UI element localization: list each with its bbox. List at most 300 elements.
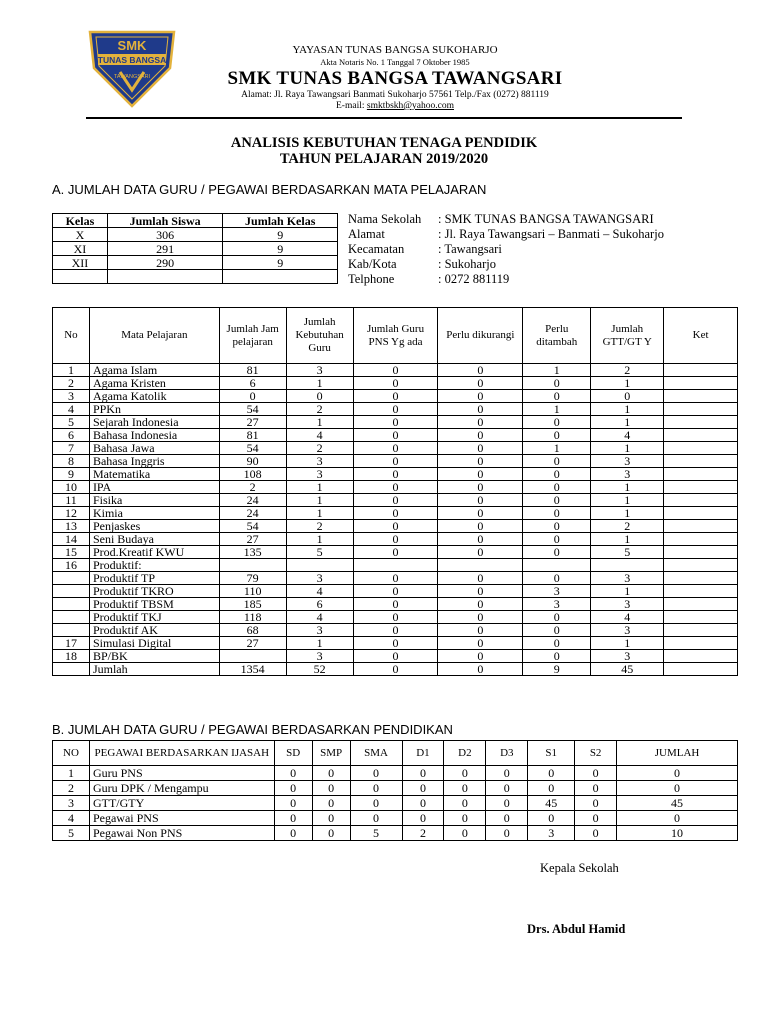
education-table-cell: 0 [444, 826, 486, 841]
subject-table-cell: 6 [286, 598, 353, 611]
subject-table-cell: 0 [438, 481, 523, 494]
subject-table-row [53, 663, 738, 676]
subject-table-cell: 1 [591, 377, 664, 390]
class-table-cell [107, 270, 223, 284]
subject-table-row [53, 611, 738, 624]
subject-table-row [53, 546, 738, 559]
subject-table-cell: 0 [438, 390, 523, 403]
subject-table-cell: IPA [89, 481, 219, 494]
subject-table-cell [664, 455, 738, 468]
subject-table-cell [53, 624, 90, 637]
subject-table-cell: 0 [353, 533, 438, 546]
subject-table-header: No [53, 308, 90, 364]
subject-teacher-table [52, 307, 738, 676]
foundation-name: YAYASAN TUNAS BANGSA SUKOHARJO [292, 44, 498, 56]
subject-table-cell: 15 [53, 546, 90, 559]
education-table-row [53, 781, 738, 796]
subject-table-cell: 1 [286, 637, 353, 650]
subject-table-cell [53, 585, 90, 598]
education-table-cell: Pegawai PNS [89, 811, 274, 826]
subject-table-cell: 0 [523, 468, 591, 481]
subject-table-cell: 5 [286, 546, 353, 559]
subject-table-cell: 1 [591, 585, 664, 598]
subject-table-cell: 16 [53, 559, 90, 572]
class-table-header: Kelas [53, 214, 108, 228]
school-info-value: : Sukoharjo [438, 257, 496, 271]
subject-table-cell: 1 [591, 442, 664, 455]
subject-table-cell: 1 [591, 637, 664, 650]
subject-table-cell: Jumlah [89, 663, 219, 676]
subject-table-cell: Produktif: [89, 559, 219, 572]
subject-table-cell: 3 [591, 572, 664, 585]
education-table-row [53, 796, 738, 811]
subject-table-cell: 0 [591, 390, 664, 403]
logo-text-top: SMK [117, 38, 147, 53]
subject-table-cell: 27 [219, 637, 286, 650]
subject-table-cell: 0 [523, 429, 591, 442]
subject-table-cell: 79 [219, 572, 286, 585]
education-table-header: S2 [575, 741, 617, 766]
subject-table-cell: 0 [438, 663, 523, 676]
subject-table-header: Perlu ditambah [523, 308, 591, 364]
subject-table-cell [664, 650, 738, 663]
education-table-cell: 0 [274, 811, 312, 826]
subject-table-cell: 12 [53, 507, 90, 520]
subject-table-cell: 9 [53, 468, 90, 481]
school-info-row [348, 257, 664, 272]
subject-table-cell: Agama Kristen [89, 377, 219, 390]
subject-table-cell: 3 [286, 624, 353, 637]
section-b-heading: B. JUMLAH DATA GURU / PEGAWAI BERDASARKAN PENDIDIKAN [52, 722, 453, 737]
school-info-label: Telphone [348, 272, 395, 286]
education-table-cell: GTT/GTY [89, 796, 274, 811]
subject-table-cell: 18 [53, 650, 90, 663]
subject-table-cell: Produktif TBSM [89, 598, 219, 611]
school-info-value: : 0272 881119 [438, 272, 510, 286]
school-email [180, 101, 610, 111]
education-table-cell: 0 [402, 781, 444, 796]
subject-table-header: Perlu dikurangi [438, 308, 523, 364]
school-info-row [348, 212, 664, 227]
education-table-cell: 0 [444, 796, 486, 811]
subject-table-cell: 0 [353, 572, 438, 585]
subject-table-cell: 0 [353, 377, 438, 390]
subject-table-row [53, 520, 738, 533]
subject-table-header: Jumlah Jam pelajaran [219, 308, 286, 364]
education-table-cell: 0 [486, 811, 528, 826]
class-table-cell: 9 [223, 256, 338, 270]
subject-table-cell: 1 [286, 377, 353, 390]
subject-table-header: Jumlah Kebutuhan Guru [286, 308, 353, 364]
document-subtitle: TAHUN PELAJARAN 2019/2020 [279, 151, 489, 167]
subject-table-cell: 0 [438, 377, 523, 390]
subject-table-cell [664, 598, 738, 611]
subject-table-row [53, 598, 738, 611]
subject-table-row [53, 533, 738, 546]
subject-table-cell: 24 [219, 494, 286, 507]
subject-table-cell [53, 663, 90, 676]
school-info-value: : Jl. Raya Tawangsari – Banmati – Sukoharjo [438, 227, 664, 241]
subject-table-cell: 0 [219, 390, 286, 403]
subject-table-cell: 3 [591, 598, 664, 611]
subject-table-row [53, 624, 738, 637]
subject-table-cell: 4 [286, 611, 353, 624]
education-table-cell: 2 [53, 781, 90, 796]
education-table-cell: 0 [350, 781, 402, 796]
class-table-row [53, 228, 338, 242]
education-table-header: S1 [528, 741, 575, 766]
education-table-cell: 0 [575, 766, 617, 781]
subject-table-cell [664, 481, 738, 494]
subject-table-cell: 6 [219, 377, 286, 390]
subject-table-cell: Produktif TKRO [89, 585, 219, 598]
subject-table-cell: Agama Islam [89, 364, 219, 377]
subject-table-cell: 1 [591, 494, 664, 507]
subject-table-cell: 3 [286, 650, 353, 663]
education-table-cell: 0 [402, 811, 444, 826]
subject-table-cell [664, 663, 738, 676]
education-table-cell: 0 [312, 811, 350, 826]
subject-table-cell [219, 559, 286, 572]
subject-table-cell: Produktif TKJ [89, 611, 219, 624]
subject-table-cell: 108 [219, 468, 286, 481]
education-table-cell: 0 [528, 766, 575, 781]
subject-table-row [53, 377, 738, 390]
class-table-cell [223, 270, 338, 284]
section-a-heading: A. JUMLAH DATA GURU / PEGAWAI BERDASARKAN MATA PELAJARAN [52, 182, 487, 197]
subject-table-cell: PPKn [89, 403, 219, 416]
document-title: ANALISIS KEBUTUHAN TENAGA PENDIDIK [230, 135, 538, 151]
subject-table-cell: 24 [219, 507, 286, 520]
subject-table-cell: 68 [219, 624, 286, 637]
education-table-cell: 0 [486, 826, 528, 841]
subject-table-row [53, 442, 738, 455]
subject-table-cell [664, 494, 738, 507]
subject-table-cell: 0 [353, 442, 438, 455]
subject-table-cell: 1 [286, 507, 353, 520]
subject-table-cell: 14 [53, 533, 90, 546]
education-table-cell: 0 [444, 811, 486, 826]
subject-table-row [53, 429, 738, 442]
education-table-cell: 45 [617, 796, 738, 811]
education-table-cell: 5 [53, 826, 90, 841]
logo-text-mid: TUNAS BANGSA [97, 55, 167, 65]
subject-table-cell: 0 [523, 624, 591, 637]
subject-table-cell: 0 [523, 533, 591, 546]
education-table-header: PEGAWAI BERDASARKAN IJASAH [89, 741, 274, 766]
subject-table-cell: 0 [438, 455, 523, 468]
education-table-cell: 1 [53, 766, 90, 781]
education-table-cell: 0 [444, 781, 486, 796]
subject-table-cell: 4 [286, 429, 353, 442]
subject-table-cell [53, 611, 90, 624]
subject-table-cell: 0 [523, 546, 591, 559]
education-table-row [53, 826, 738, 841]
subject-table-cell: 0 [438, 533, 523, 546]
subject-table-cell [664, 507, 738, 520]
education-table-cell: 0 [274, 766, 312, 781]
subject-table-cell: 0 [438, 364, 523, 377]
subject-table-cell: 2 [591, 364, 664, 377]
subject-table-cell: 3 [286, 455, 353, 468]
subject-table-cell: 0 [353, 468, 438, 481]
class-table-row [53, 270, 338, 284]
subject-table-cell: 0 [353, 416, 438, 429]
school-info-value: : Tawangsari [438, 242, 502, 256]
education-table-cell: 0 [274, 796, 312, 811]
subject-table-cell: 4 [286, 585, 353, 598]
subject-table-cell [664, 429, 738, 442]
subject-table-cell [664, 559, 738, 572]
education-table-cell: 5 [350, 826, 402, 841]
education-table-header: SMA [350, 741, 402, 766]
subject-table-cell: 6 [53, 429, 90, 442]
education-table-cell: 10 [617, 826, 738, 841]
subject-table-cell: 0 [523, 611, 591, 624]
subject-table-cell: 0 [353, 390, 438, 403]
subject-table-cell: 1 [591, 533, 664, 546]
subject-table-cell: 3 [523, 598, 591, 611]
school-info-label: Kab/Kota [348, 257, 397, 271]
class-table-cell: 306 [107, 228, 223, 242]
school-info-value: : SMK TUNAS BANGSA TAWANGSARI [438, 212, 654, 226]
subject-table-cell: 0 [353, 546, 438, 559]
subject-table-cell: 1 [286, 416, 353, 429]
education-table-cell: 0 [274, 781, 312, 796]
subject-table-cell: 0 [438, 637, 523, 650]
subject-table-cell: 1 [591, 416, 664, 429]
subject-table-cell: 3 [523, 585, 591, 598]
subject-table-cell: 2 [591, 520, 664, 533]
subject-table-cell: 0 [353, 624, 438, 637]
subject-table-cell: 1 [286, 494, 353, 507]
subject-table-cell: 0 [353, 650, 438, 663]
subject-table-cell [664, 572, 738, 585]
subject-table-cell: 0 [523, 377, 591, 390]
education-table-cell: 0 [617, 766, 738, 781]
subject-table-cell [219, 650, 286, 663]
subject-table-cell: 1 [53, 364, 90, 377]
school-name: SMK TUNAS BANGSA TAWANGSARI [227, 68, 563, 89]
education-table-header: SD [274, 741, 312, 766]
subject-table-cell: 52 [286, 663, 353, 676]
subject-table-cell: 1 [286, 481, 353, 494]
class-table-header: Jumlah Kelas [223, 214, 338, 228]
subject-table-cell: 9 [523, 663, 591, 676]
email-address: smktbskh@yahoo.com [366, 101, 454, 111]
subject-table-cell: 0 [353, 637, 438, 650]
subject-table-header: Jumlah Guru PNS Yg ada [353, 308, 438, 364]
subject-table-cell: Fisika [89, 494, 219, 507]
subject-table-cell: Seni Budaya [89, 533, 219, 546]
subject-table-cell: 3 [591, 468, 664, 481]
education-table-cell: 2 [402, 826, 444, 841]
subject-table-cell: 3 [591, 455, 664, 468]
subject-table-cell: 110 [219, 585, 286, 598]
subject-table-cell: 2 [286, 520, 353, 533]
school-logo [86, 28, 178, 108]
subject-table-cell [664, 637, 738, 650]
education-table-cell: 0 [350, 811, 402, 826]
class-table-cell: 9 [223, 228, 338, 242]
subject-table-cell: 5 [591, 546, 664, 559]
subject-table-cell [664, 468, 738, 481]
subject-table-cell: 0 [523, 455, 591, 468]
subject-table-cell: Prod.Kreatif KWU [89, 546, 219, 559]
subject-table-cell: 0 [438, 572, 523, 585]
subject-table-cell: 8 [53, 455, 90, 468]
subject-table-cell [53, 598, 90, 611]
education-table [52, 740, 738, 841]
subject-table-cell: Bahasa Indonesia [89, 429, 219, 442]
class-table-cell [53, 270, 108, 284]
subject-table-cell: 1 [591, 403, 664, 416]
subject-table-cell: 27 [219, 416, 286, 429]
subject-table-cell: 1 [286, 533, 353, 546]
subject-table-row [53, 481, 738, 494]
subject-table-cell: 0 [438, 403, 523, 416]
education-table-cell: 0 [312, 781, 350, 796]
subject-table-cell: 1 [523, 442, 591, 455]
subject-table-cell: 4 [53, 403, 90, 416]
subject-table-cell: 81 [219, 364, 286, 377]
subject-table-cell: 0 [353, 663, 438, 676]
school-info [348, 212, 664, 287]
school-info-row [348, 242, 664, 257]
education-table-cell: 0 [617, 781, 738, 796]
subject-table-cell: 0 [523, 507, 591, 520]
subject-table-cell: 0 [438, 624, 523, 637]
education-table-header: NO [53, 741, 90, 766]
education-table-header: JUMLAH [617, 741, 738, 766]
class-table-cell: 291 [107, 242, 223, 256]
school-info-label: Alamat [348, 227, 385, 241]
subject-table-cell: 5 [53, 416, 90, 429]
education-table-header: SMP [312, 741, 350, 766]
subject-table-cell: 1 [523, 403, 591, 416]
subject-table-cell: 0 [353, 429, 438, 442]
subject-table-cell: 0 [438, 650, 523, 663]
education-table-cell: 0 [528, 811, 575, 826]
subject-table-cell: 0 [286, 390, 353, 403]
education-table-cell: 0 [350, 796, 402, 811]
subject-table-cell: Kimia [89, 507, 219, 520]
subject-table-row [53, 507, 738, 520]
subject-table-row [53, 390, 738, 403]
education-table-row [53, 766, 738, 781]
education-table-cell: 0 [617, 811, 738, 826]
subject-table-cell [353, 559, 438, 572]
subject-table-cell: 118 [219, 611, 286, 624]
subject-table-row [53, 559, 738, 572]
subject-table-row [53, 416, 738, 429]
subject-table-cell: BP/BK [89, 650, 219, 663]
subject-table-cell: 0 [353, 507, 438, 520]
subject-table-cell: 0 [523, 572, 591, 585]
education-table-cell: 0 [575, 826, 617, 841]
education-table-header: D2 [444, 741, 486, 766]
subject-table-cell: 0 [353, 611, 438, 624]
subject-table-cell: 0 [353, 520, 438, 533]
subject-table-cell: 54 [219, 403, 286, 416]
subject-table-row [53, 650, 738, 663]
subject-table-row [53, 494, 738, 507]
subject-table-cell [664, 442, 738, 455]
subject-table-cell: 54 [219, 442, 286, 455]
subject-table-cell: Penjaskes [89, 520, 219, 533]
class-table-cell: XII [53, 256, 108, 270]
subject-table-cell [591, 559, 664, 572]
education-table-cell: 0 [575, 811, 617, 826]
subject-table-cell: 0 [523, 390, 591, 403]
class-table-cell: XI [53, 242, 108, 256]
subject-table-cell [523, 559, 591, 572]
school-info-row [348, 227, 664, 242]
education-table-cell: 0 [575, 781, 617, 796]
subject-table-cell: 2 [286, 403, 353, 416]
education-table-cell: 45 [528, 796, 575, 811]
subject-table-header: Ket [664, 308, 738, 364]
logo-text-bottom: TAWANGSARI [113, 74, 151, 80]
signature-role: Kepala Sekolah [540, 861, 619, 875]
education-table-cell: 0 [402, 766, 444, 781]
notary-info: Akta Notaris No. 1 Tanggal 7 Oktober 1985 [320, 57, 470, 67]
class-table-cell: 9 [223, 242, 338, 256]
class-table [52, 213, 338, 284]
subject-table-cell: Bahasa Jawa [89, 442, 219, 455]
education-table-cell: 0 [350, 766, 402, 781]
subject-table-cell: 54 [219, 520, 286, 533]
education-table-cell: 3 [528, 826, 575, 841]
subject-table-cell: 0 [523, 416, 591, 429]
subject-table-cell: 3 [591, 650, 664, 663]
subject-table-cell: 0 [438, 468, 523, 481]
class-table-row [53, 242, 338, 256]
subject-table-row [53, 468, 738, 481]
subject-table-cell: 0 [353, 364, 438, 377]
subject-table-cell: 0 [353, 455, 438, 468]
education-table-cell: 0 [486, 766, 528, 781]
education-table-cell: Guru PNS [89, 766, 274, 781]
subject-table-cell: 27 [219, 533, 286, 546]
subject-table-cell [664, 611, 738, 624]
subject-table-cell: 0 [353, 403, 438, 416]
education-table-cell: 0 [528, 781, 575, 796]
subject-table-cell: Sejarah Indonesia [89, 416, 219, 429]
subject-table-cell: 0 [438, 585, 523, 598]
education-table-cell: 0 [274, 826, 312, 841]
subject-table-cell: 0 [353, 585, 438, 598]
subject-table-cell [53, 572, 90, 585]
signature-name: Drs. Abdul Hamid [527, 922, 626, 936]
subject-table-cell [664, 403, 738, 416]
education-table-cell: 0 [312, 826, 350, 841]
subject-table-cell: 1 [523, 364, 591, 377]
subject-table-cell: 17 [53, 637, 90, 650]
subject-table-cell: 0 [523, 650, 591, 663]
subject-table-cell: 0 [438, 494, 523, 507]
subject-table-cell [286, 559, 353, 572]
education-table-row [53, 811, 738, 826]
subject-table-cell: 0 [523, 481, 591, 494]
subject-table-cell: 0 [353, 494, 438, 507]
subject-table-cell: 2 [219, 481, 286, 494]
subject-table-header: Jumlah GTT/GT Y [591, 308, 664, 364]
subject-table-cell [664, 390, 738, 403]
education-table-cell: 0 [575, 796, 617, 811]
subject-table-row [53, 364, 738, 377]
subject-table-cell: 3 [286, 468, 353, 481]
